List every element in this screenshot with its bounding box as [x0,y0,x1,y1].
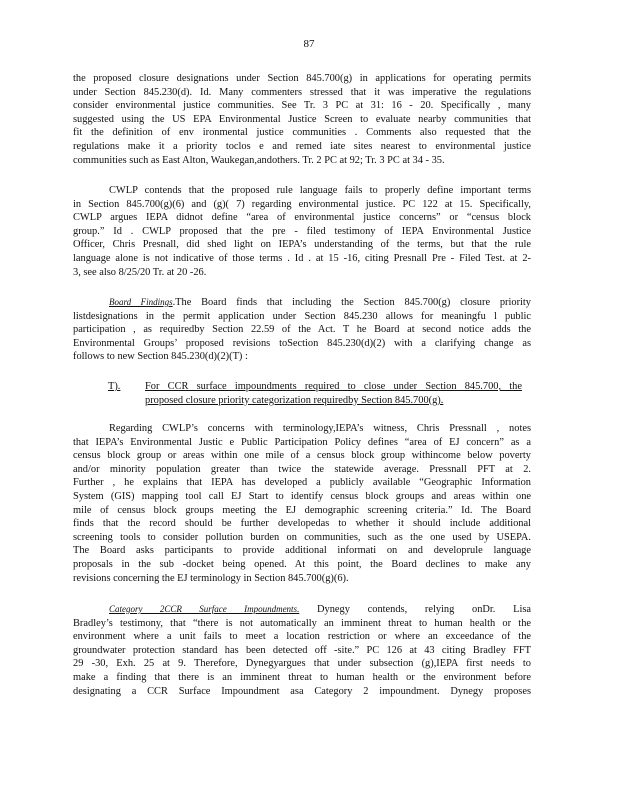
paragraph-terminology [73,422,531,585]
text-line: Environmental Groups’ proposed revisions toSection 845.230(d)(2) with a clarifying change as [73,337,531,349]
text-line: fit the definition of env ironmental justice communities . Comments also requested that the [73,127,531,139]
text-line: census block group or areas within one mile of a census block group withincome below poverty [73,450,531,462]
text-line: designating a CCR Surface Impoundment asa Category 2 impoundment. Dynegy proposes [73,685,531,697]
paragraph-environmental-justice-comments [73,72,531,167]
text-line: revisions concerning the EJ terminology in Section 845.700(g)(6). [73,572,349,584]
item-label: T). [108,381,121,392]
page-number: 87 [303,38,315,50]
text-line: Officer, Chris Presnall, did shed light on IEPA’s understanding of the terms, but that the rule [73,239,531,251]
text-line: 29 -30, Exh. 25 at 9. Therefore, Dynegyargues that under subsection (g),IEPA first needs to [73,658,531,670]
text-line: regulations make it a priority toclos e and remed iate sites nearest to environmental justice [73,140,531,152]
item-text [145,380,522,407]
text-line: The Board asks participants to provide additional informati on and developrule language [73,545,531,557]
text-line: in Section 845.700(g)(6) and (g)( 7) regarding environmental justice. PC 122 at 15. Specifically, [73,198,531,210]
text-line: suggested using the US EPA Environmental Justice Screen to evaluate nearby communities that [73,113,531,125]
text-line: CWLP contends that the proposed rule language fails to properly define important terms [109,185,531,196]
text-line: language alone is not indicative of those terms . Id . at 15 -16, citing Presnall Pre - Filed Test. at 2- [73,252,531,264]
text-line: Regarding CWLP’s concerns with terminology,IEPA’s witness, Chris Pressnall , notes [109,423,531,434]
text-line: mile of census block groups meeting the EJ demographic screening criteria.” Id. The Board [73,504,531,516]
text-line: group.” Id . CWLP proposed that the pre - filed testimony of IEPA Environmental Justice [73,225,531,237]
paragraph-cwlp-contends [73,184,531,279]
text-line: finds that the record should be further developedas to whether it should include additional [73,518,531,530]
text-line: listdesignations in the permit application under Section 845.230 allows for meaningfu l public [73,310,531,322]
text-line: For CCR surface impoundments required to close under Section 845.700, the [145,381,522,392]
text-line: follows to new Section 845.230(d)(2)(T) : [73,351,248,363]
text-line: proposals in the sub -docket being opened. At this point, the Board declines to make any [73,558,531,570]
text-line: Category 2CCR Surface Impoundments. Dynegy contends, relying onDr. Lisa [109,604,531,615]
text-line: the proposed closure designations under Section 845.700(g) in applications for operating permits [73,73,531,84]
text-line: Further , he explains that IEPA has developed a publicly available “Geographic Information [73,477,531,489]
section-heading-board-findings: Board Findings [109,297,173,307]
paragraph-board-findings [73,296,531,364]
rule-item-t [108,380,522,408]
paragraph-category-2 [73,603,531,698]
text-line: make a finding that there is an imminent threat to human health or the environment before [73,671,531,683]
text-line: System (GIS) mapping tool call EJ Start to identify census block groups and areas within one [73,490,531,502]
text-line: Bradley’s testimony, that “there is not automatically an imminent threat to human health or the [73,617,531,629]
section-heading-category-2: Category 2CCR Surface Impoundments. [109,604,300,614]
text-line: screening tools to consider pollution burden on communities, such as the one used by USEPA. [73,531,531,543]
text-line: consider environmental justice communities. See Tr. 3 PC at 31: 16 - 20. Specifically , many [73,100,531,112]
text-line: Board Findings.The Board finds that including the Section 845.700(g) closure priority [109,297,531,308]
text-line: 3, see also 8/25/20 Tr. at 20 -26. [73,266,207,278]
text-line: proposed closure priority categorization requiredby Section 845.700(g). [145,394,444,406]
text-line: groundwater protection standard has been detected off -site.” PC 126 at 43 citing Bradley FFT [73,644,531,656]
text-line: that IEPA’s Environmental Justic e Public Participation Policy defines “area of EJ concern” as a [73,436,531,448]
text-line: environment where a unit fails to meet a location restriction or where an exceedance of the [73,631,531,643]
text-line: CWLP argues IEPA didnot define “area of environmental justice concerns” or “census block [73,212,531,224]
text-line: under Section 845.230(d). Id. Many commenters stressed that it was imperative the regulations [73,86,531,98]
text-line: participation , as requiredby Section 22.59 of the Act. T he Board at second notice adds the [73,324,531,336]
text-line: communities such as East Alton, Waukegan,andothers. Tr. 2 PC at 92; Tr. 3 PC at 34 - 35. [73,154,445,166]
text-line: and/or minority population greater than twice the statewide average. Pressnall PFT at 2. [73,463,531,475]
